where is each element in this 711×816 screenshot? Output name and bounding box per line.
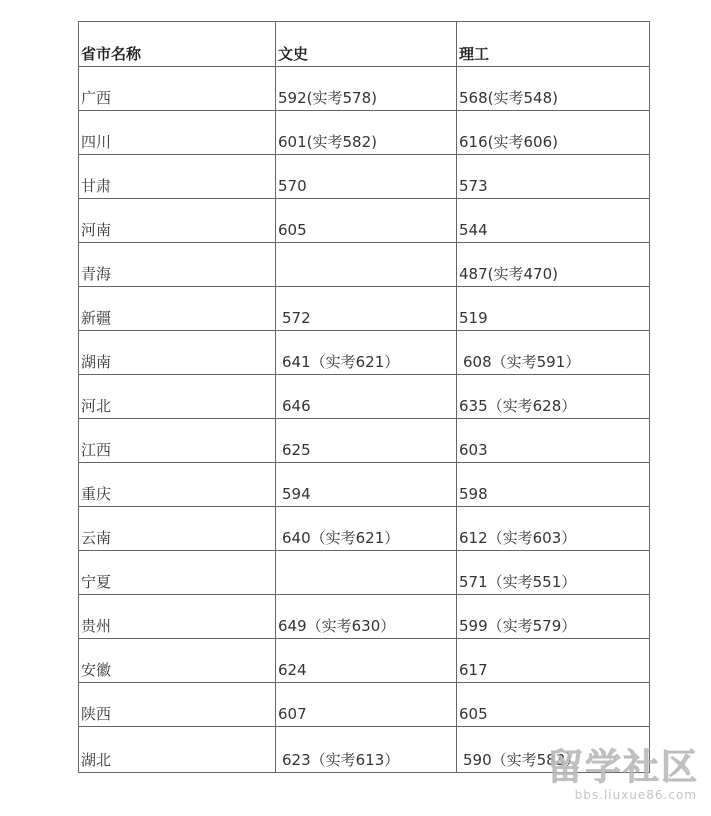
cell-wenshi: 646 [276, 375, 457, 419]
table-row [79, 155, 650, 199]
cell-province: 河北 [79, 375, 276, 419]
cell-ligong: 605 [457, 683, 650, 727]
score-table [78, 21, 650, 773]
cell-province: 青海 [79, 243, 276, 287]
cell-wenshi: 607 [276, 683, 457, 727]
cell-ligong: 598 [457, 463, 650, 507]
cell-wenshi: 641（实考621） [276, 331, 457, 375]
table-row [79, 375, 650, 419]
table-row [79, 683, 650, 727]
cell-wenshi: 640（实考621） [276, 507, 457, 551]
cell-ligong: 573 [457, 155, 650, 199]
cell-wenshi: 623（实考613） [276, 727, 457, 773]
cell-province: 江西 [79, 419, 276, 463]
watermark-logo: 留学社区 [546, 747, 699, 788]
cell-ligong: 571（实考551） [457, 551, 650, 595]
cell-ligong: 608（实考591） [457, 331, 650, 375]
table-row [79, 727, 650, 773]
table-row [79, 199, 650, 243]
cell-province: 广西 [79, 67, 276, 111]
cell-ligong: 544 [457, 199, 650, 243]
cell-province: 甘肃 [79, 155, 276, 199]
cell-province: 湖南 [79, 331, 276, 375]
cell-wenshi: 649（实考630） [276, 595, 457, 639]
cell-province: 云南 [79, 507, 276, 551]
cell-province: 四川 [79, 111, 276, 155]
cell-ligong: 612（实考603） [457, 507, 650, 551]
cell-province: 安徽 [79, 639, 276, 683]
watermark-url: bbs.liuxue86.com [574, 788, 697, 802]
table-row [79, 639, 650, 683]
table-row [79, 111, 650, 155]
cell-wenshi: 570 [276, 155, 457, 199]
header-ligong: 理工 [457, 22, 650, 67]
table-row [79, 243, 650, 287]
cell-wenshi: 625 [276, 419, 457, 463]
cell-province: 湖北 [79, 727, 276, 773]
cell-wenshi: 572 [276, 287, 457, 331]
cell-wenshi: 594 [276, 463, 457, 507]
table-row [79, 595, 650, 639]
cell-ligong: 568(实考548) [457, 67, 650, 111]
cell-ligong: 603 [457, 419, 650, 463]
table-row [79, 287, 650, 331]
table-body [79, 67, 650, 773]
cell-wenshi: 592(实考578) [276, 67, 457, 111]
cell-province: 宁夏 [79, 551, 276, 595]
cell-ligong: 599（实考579） [457, 595, 650, 639]
table-row [79, 507, 650, 551]
cell-wenshi [276, 243, 457, 287]
cell-wenshi: 601(实考582) [276, 111, 457, 155]
cell-ligong: 616(实考606) [457, 111, 650, 155]
header-row [79, 22, 650, 67]
cell-province: 陕西 [79, 683, 276, 727]
cell-province: 新疆 [79, 287, 276, 331]
table-row [79, 463, 650, 507]
cell-province: 贵州 [79, 595, 276, 639]
cell-province: 河南 [79, 199, 276, 243]
table-row [79, 67, 650, 111]
cell-ligong: 617 [457, 639, 650, 683]
cell-ligong: 487(实考470) [457, 243, 650, 287]
cell-ligong: 635（实考628） [457, 375, 650, 419]
header-province: 省市名称 [79, 22, 276, 67]
cell-ligong: 590（实考583） [457, 727, 650, 773]
cell-wenshi: 605 [276, 199, 457, 243]
table-row [79, 551, 650, 595]
cell-wenshi: 624 [276, 639, 457, 683]
header-wenshi: 文史 [276, 22, 457, 67]
cell-province: 重庆 [79, 463, 276, 507]
table-row [79, 419, 650, 463]
cell-wenshi [276, 551, 457, 595]
cell-ligong: 519 [457, 287, 650, 331]
table-row [79, 331, 650, 375]
